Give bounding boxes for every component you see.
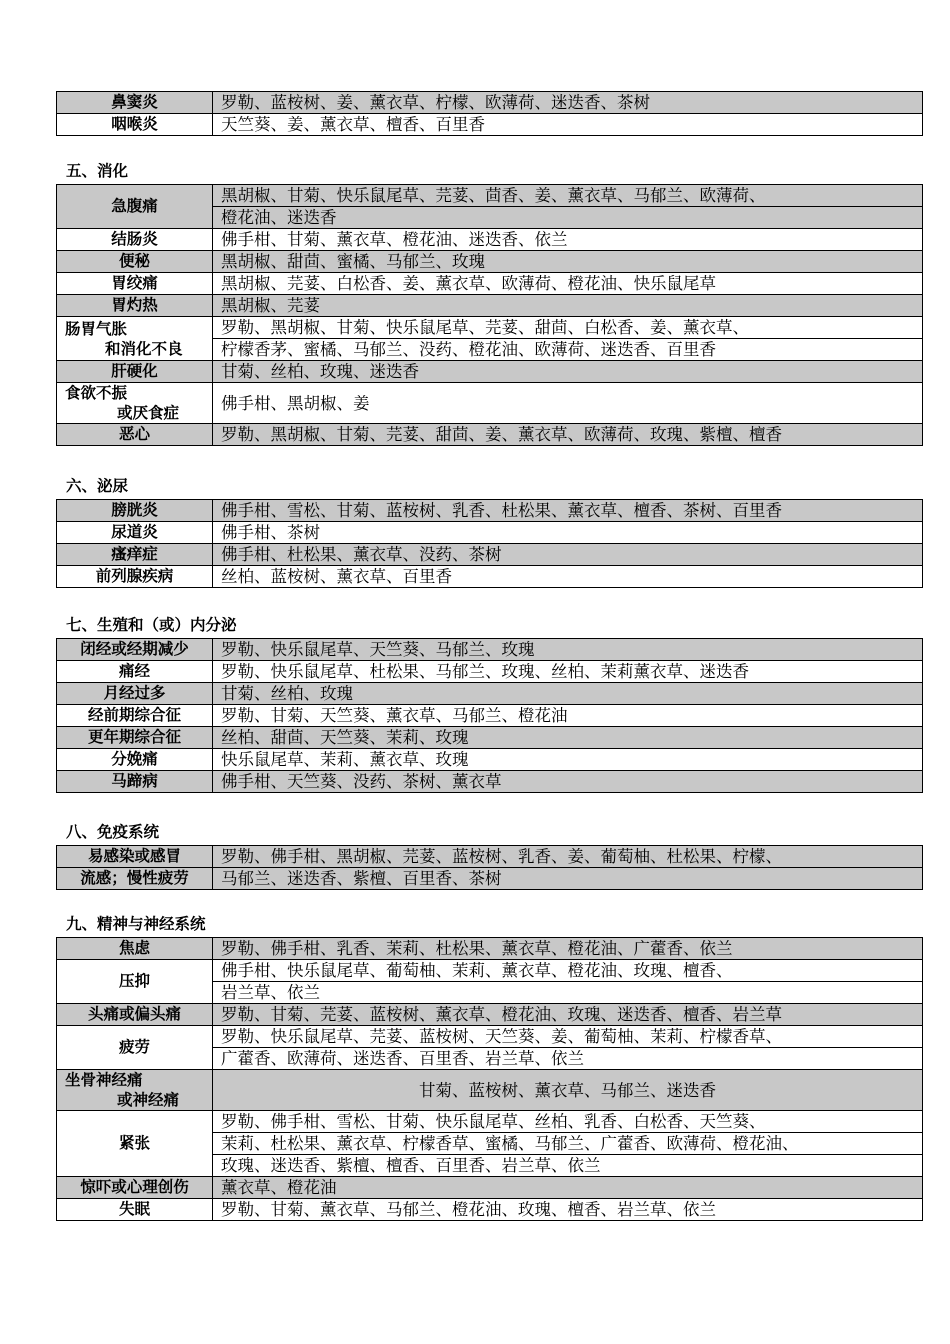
condition-name — [57, 317, 213, 361]
oil-list: 黑胡椒、甜茴、蜜橘、马郁兰、玫瑰 — [213, 251, 923, 273]
table-row — [57, 317, 923, 339]
condition-name-line2: 或厌食症 — [117, 404, 180, 422]
table-row — [57, 92, 923, 114]
condition-name: 尿道炎 — [57, 522, 213, 544]
oil-list: 罗勒、佛手柑、乳香、茉莉、杜松果、薰衣草、橙花油、广藿香、依兰 — [213, 938, 923, 960]
section-title-reproductive: 七、生殖和（或）内分泌 — [66, 616, 237, 634]
condition-name: 更年期综合征 — [57, 727, 213, 749]
table-immune — [56, 845, 923, 890]
table-row — [57, 424, 923, 446]
section-title-digestion: 五、消化 — [66, 162, 129, 180]
oil-list: 甘菊、丝柏、玫瑰、迷迭香 — [213, 361, 923, 383]
oil-list: 罗勒、蓝桉树、姜、薰衣草、柠檬、欧薄荷、迷迭香、茶树 — [213, 92, 923, 114]
condition-name: 胃绞痛 — [57, 273, 213, 295]
table-row — [57, 295, 923, 317]
oil-list: 黑胡椒、甘菊、快乐鼠尾草、芫荽、茴香、姜、薰衣草、马郁兰、欧薄荷、 — [213, 185, 923, 207]
condition-name: 压抑 — [57, 960, 213, 1004]
table-row — [57, 566, 923, 588]
oil-list: 薰衣草、橙花油 — [213, 1177, 923, 1199]
table-row — [57, 960, 923, 982]
oil-list: 罗勒、甘菊、薰衣草、马郁兰、橙花油、玫瑰、檀香、岩兰草、依兰 — [213, 1199, 923, 1221]
condition-name: 分娩痛 — [57, 749, 213, 771]
condition-name-line2: 和消化不良 — [105, 339, 183, 358]
table-row — [57, 683, 923, 705]
oil-list: 罗勒、黑胡椒、甘菊、芫荽、甜茴、姜、薰衣草、欧薄荷、玫瑰、紫檀、檀香 — [213, 424, 923, 446]
table-row — [57, 1026, 923, 1048]
table-row — [57, 1070, 923, 1111]
oil-list: 广藿香、欧薄荷、迷迭香、百里香、岩兰草、依兰 — [213, 1048, 923, 1070]
oil-list: 甘菊、蓝桉树、薰衣草、马郁兰、迷迭香 — [213, 1070, 923, 1111]
condition-name-line1: 坐骨神经痛 — [65, 1071, 143, 1089]
condition-name — [57, 1070, 213, 1111]
oil-list: 佛手柑、茶树 — [213, 522, 923, 544]
table-row — [57, 273, 923, 295]
table-row — [57, 114, 923, 136]
section-title-nervous: 九、精神与神经系统 — [66, 915, 206, 933]
table-row — [57, 1111, 923, 1133]
table-row — [57, 1177, 923, 1199]
table-digestion — [56, 184, 923, 446]
oil-list: 罗勒、佛手柑、雪松、甘菊、快乐鼠尾草、丝柏、乳香、白松香、天竺葵、 — [213, 1111, 923, 1133]
condition-name: 肝硬化 — [57, 361, 213, 383]
condition-name: 急腹痛 — [57, 185, 213, 229]
oil-list: 天竺葵、姜、薰衣草、檀香、百里香 — [213, 114, 923, 136]
table-row — [57, 1199, 923, 1221]
condition-name-line1: 食欲不振 — [65, 384, 128, 402]
condition-name: 马蹄病 — [57, 771, 213, 793]
condition-name-line1: 肠胃气胀 — [65, 319, 128, 338]
table-row — [57, 771, 923, 793]
section-title-immune: 八、免疫系统 — [66, 823, 160, 841]
table-row — [57, 229, 923, 251]
condition-name: 咽喉炎 — [57, 114, 213, 136]
condition-name: 惊吓或心理创伤 — [57, 1177, 213, 1199]
table-urinary — [56, 499, 923, 588]
table-row — [57, 727, 923, 749]
table-row — [57, 661, 923, 683]
table-row — [57, 251, 923, 273]
condition-name: 经前期综合征 — [57, 705, 213, 727]
oil-list: 罗勒、快乐鼠尾草、芫荽、蓝桉树、天竺葵、姜、葡萄柚、茉莉、柠檬香草、 — [213, 1026, 923, 1048]
condition-name: 头痛或偏头痛 — [57, 1004, 213, 1026]
oil-list: 玫瑰、迷迭香、紫檀、檀香、百里香、岩兰草、依兰 — [213, 1155, 923, 1177]
condition-name: 恶心 — [57, 424, 213, 446]
condition-name: 流感；慢性疲劳 — [57, 868, 213, 890]
table-row — [57, 749, 923, 771]
table-reproductive — [56, 638, 923, 793]
oil-list: 罗勒、快乐鼠尾草、天竺葵、马郁兰、玫瑰 — [213, 639, 923, 661]
condition-name: 焦虑 — [57, 938, 213, 960]
table-row — [57, 185, 923, 207]
table-row — [57, 522, 923, 544]
condition-name: 紧张 — [57, 1111, 213, 1177]
oil-list: 佛手柑、黑胡椒、姜 — [213, 383, 923, 424]
oil-list: 佛手柑、快乐鼠尾草、葡萄柚、茉莉、薰衣草、橙花油、玫瑰、檀香、 — [213, 960, 923, 982]
table-row — [57, 938, 923, 960]
table-row — [57, 361, 923, 383]
condition-name: 闭经或经期减少 — [57, 639, 213, 661]
condition-name — [57, 383, 213, 424]
oil-list: 罗勒、甘菊、天竺葵、薰衣草、马郁兰、橙花油 — [213, 705, 923, 727]
condition-name: 月经过多 — [57, 683, 213, 705]
table-row — [57, 500, 923, 522]
oil-list: 佛手柑、甘菊、薰衣草、橙花油、迷迭香、依兰 — [213, 229, 923, 251]
oil-list: 茉莉、杜松果、薰衣草、柠檬香草、蜜橘、马郁兰、广藿香、欧薄荷、橙花油、 — [213, 1133, 923, 1155]
condition-name: 前列腺疾病 — [57, 566, 213, 588]
oil-list: 马郁兰、迷迭香、紫檀、百里香、茶树 — [213, 868, 923, 890]
table-row — [57, 868, 923, 890]
table-row — [57, 1004, 923, 1026]
condition-name: 便秘 — [57, 251, 213, 273]
oil-list: 佛手柑、天竺葵、没药、茶树、薰衣草 — [213, 771, 923, 793]
condition-name: 痛经 — [57, 661, 213, 683]
oil-list: 罗勒、快乐鼠尾草、杜松果、马郁兰、玫瑰、丝柏、茉莉薰衣草、迷迭香 — [213, 661, 923, 683]
table-row — [57, 383, 923, 424]
condition-name: 疲劳 — [57, 1026, 213, 1070]
oil-list: 佛手柑、杜松果、薰衣草、没药、茶树 — [213, 544, 923, 566]
condition-name: 结肠炎 — [57, 229, 213, 251]
oil-list: 罗勒、甘菊、芫荽、蓝桉树、薰衣草、橙花油、玫瑰、迷迭香、檀香、岩兰草 — [213, 1004, 923, 1026]
condition-name: 失眠 — [57, 1199, 213, 1221]
condition-name: 胃灼热 — [57, 295, 213, 317]
oil-list: 黑胡椒、芫荽、白松香、姜、薰衣草、欧薄荷、橙花油、快乐鼠尾草 — [213, 273, 923, 295]
condition-name-line2: 或神经痛 — [117, 1091, 180, 1109]
oil-list: 罗勒、佛手柑、黑胡椒、芫荽、蓝桉树、乳香、姜、葡萄柚、杜松果、柠檬、 — [213, 846, 923, 868]
oil-list: 黑胡椒、芫荽 — [213, 295, 923, 317]
table-row — [57, 544, 923, 566]
oil-list: 丝柏、甜茴、天竺葵、茉莉、玫瑰 — [213, 727, 923, 749]
table-respiratory-continued — [56, 91, 923, 136]
table-row — [57, 705, 923, 727]
section-title-urinary: 六、泌尿 — [66, 477, 129, 495]
oil-list: 岩兰草、依兰 — [213, 982, 923, 1004]
oil-list: 柠檬香茅、蜜橘、马郁兰、没药、橙花油、欧薄荷、迷迭香、百里香 — [213, 339, 923, 361]
oil-list: 罗勒、黑胡椒、甘菊、快乐鼠尾草、芫荽、甜茴、白松香、姜、薰衣草、 — [213, 317, 923, 339]
condition-name: 瘙痒症 — [57, 544, 213, 566]
oil-list: 快乐鼠尾草、茉莉、薰衣草、玫瑰 — [213, 749, 923, 771]
table-nervous — [56, 937, 923, 1221]
condition-name: 膀胱炎 — [57, 500, 213, 522]
oil-list: 甘菊、丝柏、玫瑰 — [213, 683, 923, 705]
condition-name: 鼻窦炎 — [57, 92, 213, 114]
table-row — [57, 846, 923, 868]
oil-list: 丝柏、蓝桉树、薰衣草、百里香 — [213, 566, 923, 588]
oil-list: 佛手柑、雪松、甘菊、蓝桉树、乳香、杜松果、薰衣草、檀香、茶树、百里香 — [213, 500, 923, 522]
table-row — [57, 639, 923, 661]
condition-name: 易感染或感冒 — [57, 846, 213, 868]
oil-list: 橙花油、迷迭香 — [213, 207, 923, 229]
